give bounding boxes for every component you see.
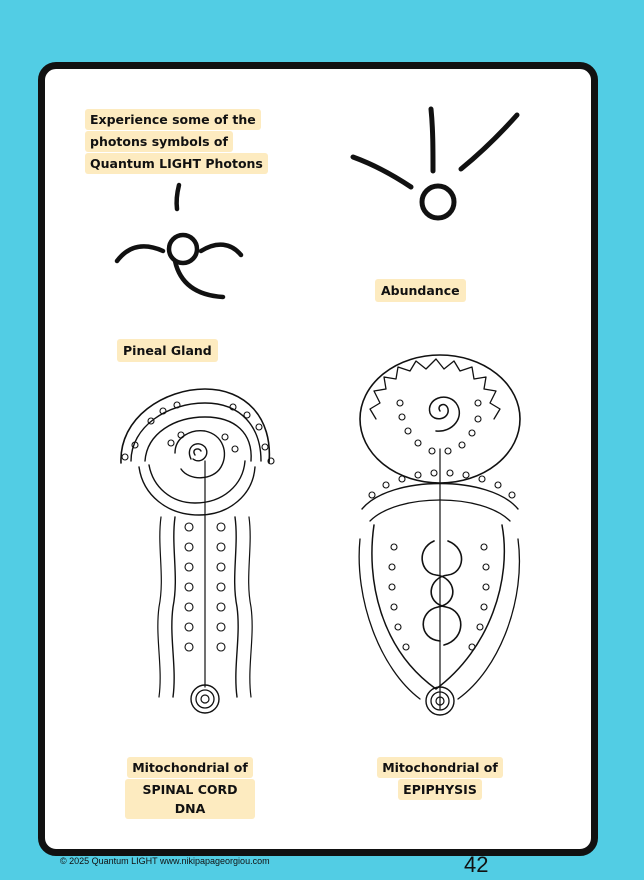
intro-line-1: Experience some of the (85, 109, 261, 130)
abundance-label: Abundance (375, 279, 466, 302)
spinal-cord-dna-drawing (105, 377, 285, 717)
spinal-cord-label-line-2: SPINAL CORD DNA (125, 779, 255, 819)
pineal-gland-label: Pineal Gland (117, 339, 218, 362)
pineal-gland-symbol (105, 179, 245, 309)
footer-copyright: © 2025 Quantum LIGHT www.nikipapageorgiou.com (60, 856, 270, 866)
page-number: 42 (464, 852, 489, 877)
spinal-cord-label (125, 757, 255, 820)
epiphysis-label-line-2: EPIPHYSIS (398, 779, 482, 800)
page-card (38, 62, 598, 856)
epiphysis-drawing (350, 349, 530, 729)
spinal-cord-label-line-1: Mitochondrial of (127, 757, 253, 778)
intro-line-3: Quantum LIGHT Photons (85, 153, 268, 174)
abundance-symbol (345, 99, 525, 229)
intro-text (85, 109, 268, 175)
epiphysis-label (375, 757, 505, 801)
epiphysis-label-line-1: Mitochondrial of (377, 757, 503, 778)
intro-line-2: photons symbols of (85, 131, 233, 152)
